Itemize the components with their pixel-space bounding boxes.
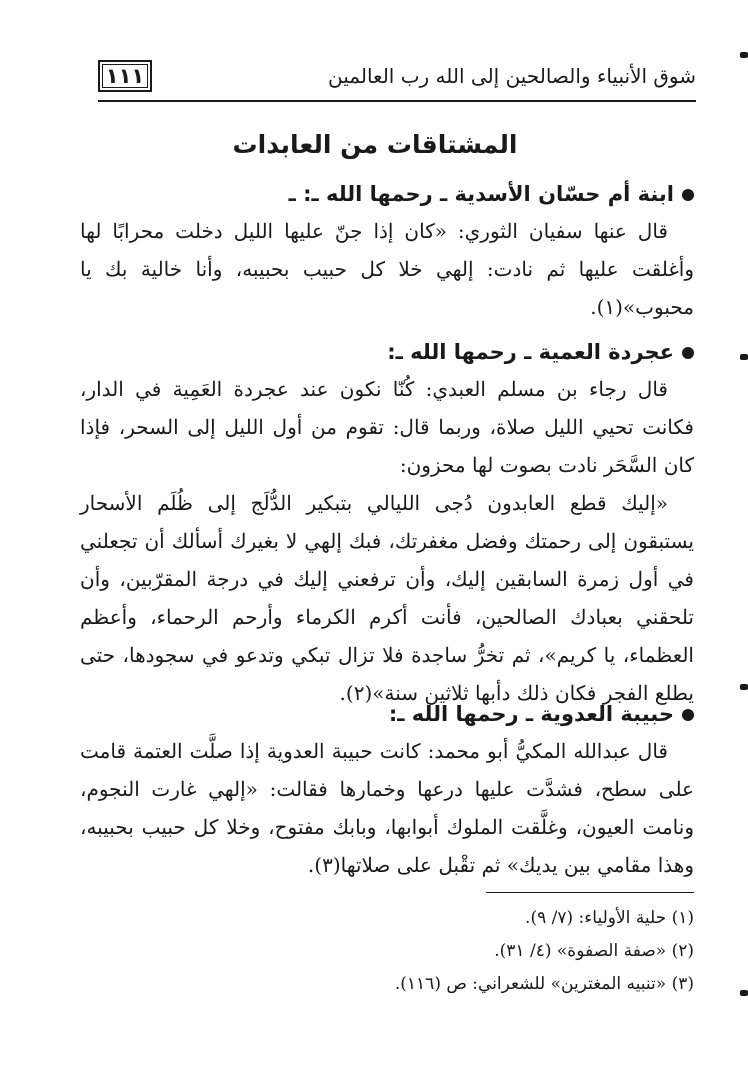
footnote-rule: [486, 892, 694, 893]
page-number: ١١١: [98, 60, 152, 92]
section-heading: حبيبة العدوية ـ رحمها الله ـ:: [80, 696, 694, 732]
margin-mark: [740, 52, 748, 58]
section-heading: عجردة العمية ـ رحمها الله ـ:: [80, 334, 694, 370]
margin-mark: [740, 684, 748, 690]
section-1: [80, 176, 694, 326]
paragraph: قال عبدالله المكيُّ أبو محمد: كانت حبيبة العدوية إذا صلَّت العتمة قامت على سطح، فشدَّت عليها درعها وخمارها فقالت: «إلهي غارت النجوم، ونامت العيون، وغلَّقت الملوك أبوابها، وبابك مفتوح، وخلا كل حبيب بحبيبه، وهذا مقامي بين يديك» ثم تقْبل على صلاتها(٣).: [80, 739, 694, 877]
paragraph: قال رجاء بن مسلم العبدي: كُنّا نكون عند عجردة العَمِية في الدار، فكانت تحيي الليل صلاة، وربما قال: تقوم من أول الليل إلى السحر، فإذا كان السَّحَر نادت بصوت لها محزون:: [80, 377, 694, 477]
margin-mark: [740, 990, 748, 996]
bullet-icon: [682, 189, 694, 201]
bullet-icon: [682, 347, 694, 359]
header-rule: [98, 100, 696, 102]
chapter-title: المشتاقات من العابدات: [232, 130, 518, 159]
section-2: [80, 334, 694, 712]
footnote: (٢) «صفة الصفوة» (٤/ ٣١).: [494, 941, 694, 961]
footnote: (١) حلية الأولياء: (٧/ ٩).: [525, 908, 694, 928]
margin-mark: [740, 354, 748, 360]
section-3: [80, 696, 694, 884]
paragraph: قال عنها سفيان الثوري: «كان إذا جنّ عليها الليل دخلت محرابًا لها وأغلقت عليها ثم نادت: إلهي خلا كل حبيب بحبيبه، وأنا خالية بك يا محبوب»(١).: [80, 219, 694, 319]
running-title: شوق الأنبياء والصالحين إلى الله رب العالمين: [328, 64, 696, 88]
bullet-icon: [682, 709, 694, 721]
footnotes: [300, 902, 694, 1001]
section-heading: ابنة أم حسّان الأسدية ـ رحمها الله ـ: ـ: [80, 176, 694, 212]
page-header: [98, 56, 696, 100]
paragraph: «إليك قطع العابدون دُجى الليالي بتبكير الدُّلَج إلى ظُلَم الأسحار يستبقون إلى رحمتك وفضل مغفرتك، فبك إلهي لا بغيرك أسألك أن تجعلني في أول زمرة السابقين إليك، وأن ترفعني إليك في درجة المقرّبين، وأن تلحقني بعبادك الصالحين، فأنت أكرم الكرماء وأرحم الرحماء، وأعظم العظماء، يا كريم»، ثم تخرُّ ساجدة فلا تزال تبكي وتدعو في سجودها، حتى يطلع الفجر فكان ذلك دأبها ثلاثين سنة»(٢).: [80, 491, 694, 705]
footnote: (٣) «تنبيه المغترين» للشعراني: ص (١١٦).: [394, 974, 694, 994]
